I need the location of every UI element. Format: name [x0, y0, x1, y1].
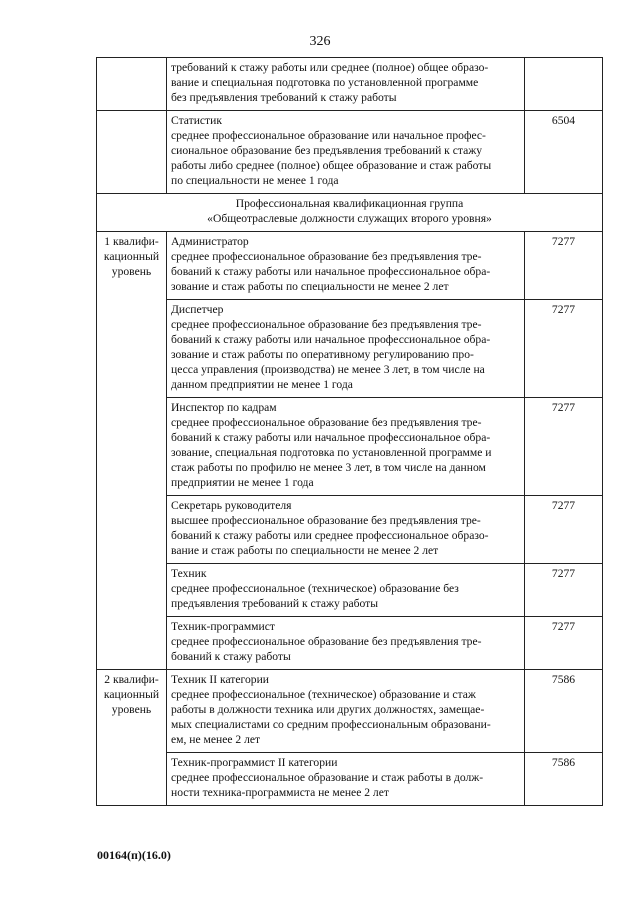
position-line: данном предприятии не менее 1 года: [171, 378, 353, 391]
salary-cell: [525, 111, 603, 194]
position-title: Секретарь руководителя: [171, 499, 292, 512]
group-header-row: [97, 194, 603, 232]
position-line: бований к стажу работы или начальное профессиональное обра-: [171, 265, 491, 278]
level-label-line: кационный: [103, 250, 160, 263]
position-title: Администратор: [171, 235, 249, 248]
level-label: [97, 670, 167, 806]
position-cell: [167, 496, 525, 564]
salary-value: 7277: [551, 401, 576, 414]
position-cell: [167, 398, 525, 496]
level-label-line: 2 квалифи-: [104, 673, 159, 686]
position-title: Инспектор по кадрам: [171, 401, 277, 414]
salary-value: 6504: [551, 114, 576, 127]
position-cell: [167, 670, 525, 753]
position-line: бований к стажу работы или начальное профессиональное обра-: [171, 333, 491, 346]
salary-value: 7277: [551, 499, 576, 512]
continued-line: требований к стажу работы или среднее (полное) общее образо-: [171, 61, 489, 74]
table-row: [97, 496, 603, 564]
position-line: цесса управления (производства) не менее 3 лет, в том числе на: [171, 363, 485, 376]
position-line: среднее профессиональное образование или начальное профес-: [171, 129, 486, 142]
position-line: среднее профессиональное (техническое) образование и стаж: [171, 688, 476, 701]
position-line: высшее профессиональное образование без предъявления тре-: [171, 514, 481, 527]
position-cell: [167, 564, 525, 617]
position-line: предъявления требований к стажу работы: [171, 597, 379, 610]
position-line: среднее профессиональное (техническое) образование без: [171, 582, 459, 595]
level-label-line: уровень: [111, 265, 152, 278]
salary-value: 7586: [551, 673, 576, 686]
position-title: Техник-программист II категории: [171, 756, 338, 769]
table-row: [97, 111, 603, 194]
salary-cell: [525, 753, 603, 806]
position-line: предприятии не менее 1 года: [171, 476, 314, 489]
level-cell: [97, 58, 167, 111]
level-label-line: уровень: [111, 703, 152, 716]
position-cell: [167, 58, 525, 111]
position-title: Статистик: [171, 114, 222, 127]
position-line: зование и стаж работы по специальности не менее 2 лет: [171, 280, 449, 293]
salary-cell: [525, 58, 603, 111]
position-line: стаж работы по профилю не менее 3 лет, в том числе на данном: [171, 461, 486, 474]
page-number: 326: [309, 34, 331, 49]
position-line: мых специалистами со средним профессиональным образовани-: [171, 718, 491, 731]
document-code: 00164(п)(16.0): [97, 848, 171, 862]
salary-value: 7277: [551, 235, 576, 248]
position-line: сиональное образование без предъявления требований к стажу: [171, 144, 483, 157]
salary-value: 7277: [551, 567, 576, 580]
position-cell: [167, 617, 525, 670]
salary-value: 7586: [551, 756, 576, 769]
position-line: зование, специальная подготовка по установленной программе и: [171, 446, 492, 459]
salary-cell: [525, 232, 603, 300]
position-line: среднее профессиональное образование без предъявления тре-: [171, 416, 482, 429]
table-row: [97, 58, 603, 111]
position-line: среднее профессиональное образование и стаж работы в долж-: [171, 771, 484, 784]
salary-cell: [525, 398, 603, 496]
salary-value: 7277: [551, 620, 576, 633]
table-row: [97, 232, 603, 300]
group-header: [97, 194, 603, 232]
level-label: [97, 232, 167, 670]
position-line: зование и стаж работы по оперативному регулированию про-: [171, 348, 474, 361]
table-row: [97, 564, 603, 617]
salary-cell: [525, 564, 603, 617]
position-line: по специальности не менее 1 года: [171, 174, 339, 187]
salary-cell: [525, 300, 603, 398]
position-cell: [167, 232, 525, 300]
level-label-line: 1 квалифи-: [104, 235, 159, 248]
table-row: [97, 398, 603, 496]
continued-line: без предъявления требований к стажу работы: [171, 91, 397, 104]
position-title: Техник: [171, 567, 207, 580]
position-line: бований к стажу работы или среднее профессиональное образо-: [171, 529, 489, 542]
position-line: среднее профессиональное образование без предъявления тре-: [171, 250, 482, 263]
qualification-table: [96, 57, 603, 806]
position-line: работы либо среднее (полное) общее образование и стаж работы: [171, 159, 492, 172]
table-row: [97, 617, 603, 670]
salary-value: 7277: [551, 303, 576, 316]
qualification-table-body: [97, 58, 603, 806]
salary-cell: [525, 496, 603, 564]
table-row: [97, 300, 603, 398]
position-title: Диспетчер: [171, 303, 224, 316]
position-cell: [167, 300, 525, 398]
continued-line: вание и специальная подготовка по установленной программе: [171, 76, 479, 89]
group-header-line: Профессиональная квалификационная группа: [235, 197, 464, 210]
group-header-line: «Общеотраслевые должности служащих второго уровня»: [207, 212, 492, 225]
position-cell: [167, 111, 525, 194]
position-line: работы в должности техника или других должностях, замещае-: [171, 703, 485, 716]
salary-cell: [525, 670, 603, 753]
position-line: бований к стажу работы или начальное профессиональное обра-: [171, 431, 491, 444]
level-cell: [97, 111, 167, 194]
level-label-line: кационный: [103, 688, 160, 701]
salary-cell: [525, 617, 603, 670]
table-row: [97, 753, 603, 806]
table-row: [97, 670, 603, 753]
position-line: среднее профессиональное образование без предъявления тре-: [171, 318, 482, 331]
position-title: Техник-программист: [171, 620, 275, 633]
position-line: ности техника-программиста не менее 2 лет: [171, 786, 389, 799]
position-line: бований к стажу работы: [171, 650, 291, 663]
position-title: Техник II категории: [171, 673, 269, 686]
position-line: среднее профессиональное образование без предъявления тре-: [171, 635, 482, 648]
position-line: ем, не менее 2 лет: [171, 733, 261, 746]
position-line: вание и стаж работы по специальности не менее 2 лет: [171, 544, 439, 557]
position-cell: [167, 753, 525, 806]
